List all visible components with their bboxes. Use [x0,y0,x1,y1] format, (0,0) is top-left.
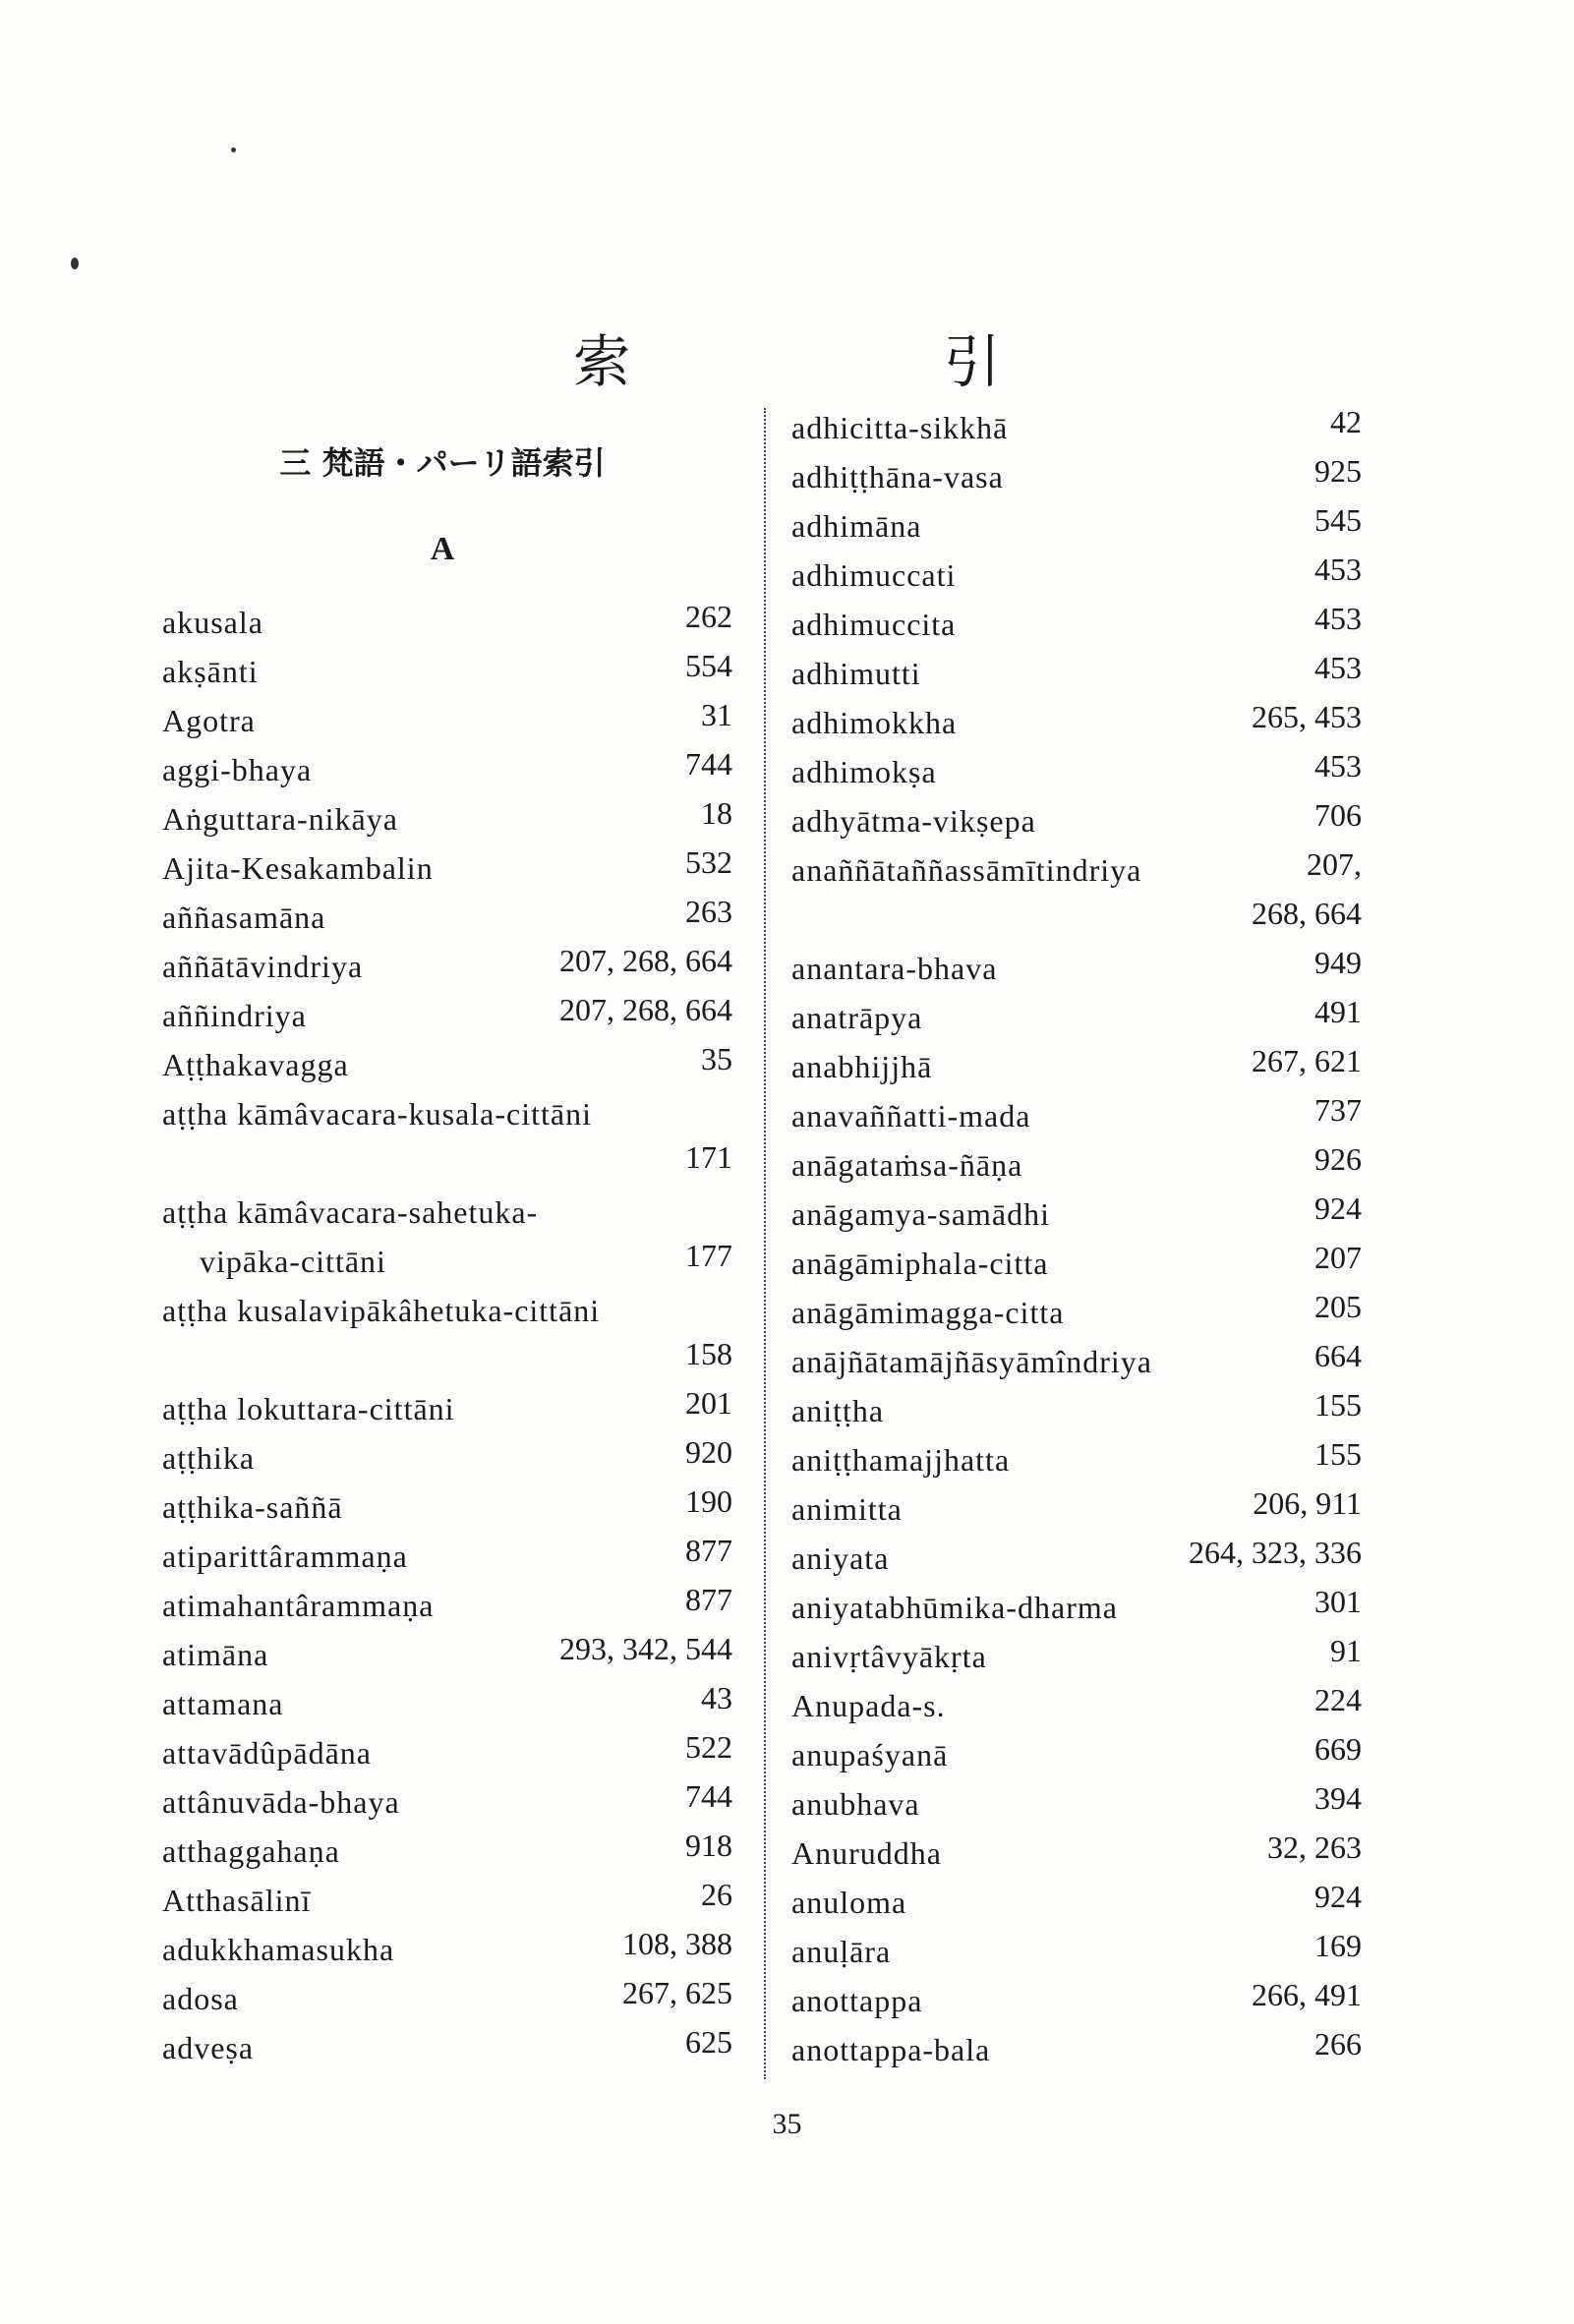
index-entry [791,1337,1362,1386]
index-term: aggi-bhaya [162,752,313,787]
index-pages: 265, 453 [1252,699,1362,734]
index-term: adhimokṣa [791,754,937,789]
index-pages: 169 [1314,1928,1362,1963]
index-entry [791,1779,1362,1829]
column-divider [764,408,768,2079]
index-entry [162,1827,732,1876]
index-entry [791,845,1362,895]
index-term: anuḷāra [791,1934,892,1969]
index-term: Ajita-Kesakambalin [162,850,434,886]
index-pages: 32, 263 [1267,1830,1362,1865]
index-entry [162,1188,732,1237]
index-column-right [791,403,1362,2074]
index-pages: 554 [685,648,732,683]
index-term: adhimokkha [791,705,958,740]
index-term: aṭṭha kāmâvacara-sahetuka- [162,1194,539,1230]
index-pages: 267, 625 [622,1975,732,2010]
index-pages: 18 [701,795,732,831]
index-pages: 491 [1314,994,1362,1029]
index-pages: 268, 664 [1252,896,1362,931]
index-entry [162,1040,732,1089]
index-entry [791,1484,1362,1534]
index-entry [162,1974,732,2023]
index-pages: 453 [1314,748,1362,784]
index-pages: 669 [1314,1731,1362,1767]
index-entry [791,2025,1362,2074]
index-term: attavādûpādāna [162,1735,372,1771]
index-term: Aṭṭhakavagga [162,1047,349,1082]
index-entry [791,1435,1362,1484]
index-pages: 924 [1314,1879,1362,1914]
index-term: adhyātma-vikṣepa [791,803,1036,839]
index-term: anājñātamājñāsyāmîndriya [791,1344,1152,1379]
index-pages: 35 [701,1041,732,1076]
index-term: anuloma [791,1885,907,1920]
index-entry [162,1581,732,1630]
index-pages: 532 [685,844,732,880]
index-term: atiparittârammaṇa [162,1539,408,1574]
index-term: adveṣa [162,2030,255,2065]
index-term: aṭṭhika-saññā [162,1489,343,1525]
index-pages: 925 [1314,453,1362,489]
index-entry [162,942,732,991]
index-term: atimāna [162,1637,269,1672]
index-term: aññasamāna [162,900,326,935]
index-term: anāgamya-samādhi [791,1196,1050,1232]
index-entry [791,501,1362,551]
index-pages: 267, 621 [1252,1043,1362,1078]
index-entry [791,1976,1362,2025]
index-term: adhimuccati [791,557,957,593]
page-number: 35 [772,2108,802,2140]
index-entry [162,647,732,696]
index-entry [791,1927,1362,1976]
index-term: akusala [162,605,263,640]
index-pages: 177 [685,1238,732,1273]
index-pages: 171 [685,1139,732,1175]
index-term: Anupada-s. [791,1688,946,1723]
index-pages: 224 [1314,1682,1362,1717]
index-pages: 158 [685,1336,732,1371]
index-pages: 949 [1314,945,1362,980]
scan-speck [231,147,236,152]
index-term: Atthasālinī [162,1883,312,1918]
index-entry [162,1679,732,1728]
index-entry [162,1777,732,1827]
scan-speck [71,258,79,269]
index-pages: 301 [1314,1584,1362,1619]
index-term: anavaññatti-mada [791,1098,1031,1133]
index-entry [791,1239,1362,1288]
index-entry [791,1042,1362,1091]
index-term: adhiṭṭhāna-vasa [791,459,1004,494]
index-pages: 190 [685,1483,732,1519]
index-pages: 155 [1314,1387,1362,1423]
page-title: 索 引 [573,327,1148,395]
index-pages: 207, [1307,846,1362,882]
index-pages: 744 [685,746,732,782]
index-pages: 877 [685,1533,732,1568]
index-entry [162,598,732,647]
index-entry [162,1384,732,1433]
index-column-left [162,598,732,2072]
index-entry [162,893,732,942]
index-term: adhimuccita [791,607,957,642]
index-pages: 266 [1314,2026,1362,2062]
index-entry [162,1433,732,1482]
index-pages: 91 [1330,1633,1362,1668]
index-term: anottappa [791,1983,923,2018]
index-entry [162,1876,732,1925]
index-term: anupaśyanā [791,1737,949,1772]
index-term: aññātāvindriya [162,949,364,984]
letter-heading: A [430,531,455,567]
index-pages: 924 [1314,1191,1362,1226]
index-entry [791,1730,1362,1779]
index-entry [791,1140,1362,1190]
index-entry [791,698,1362,747]
index-entry [162,991,732,1040]
index-term: vipāka-cittāni [200,1244,386,1279]
index-entry [791,403,1362,452]
index-term: Agotra [162,703,256,738]
index-term: anaññātaññassāmītindriya [791,852,1142,888]
index-term: aññindriya [162,998,307,1033]
index-term: aniṭṭha [791,1393,885,1428]
index-entry [791,1878,1362,1927]
index-term: anabhijjhā [791,1049,933,1084]
index-pages: 664 [1314,1338,1362,1373]
index-pages: 453 [1314,601,1362,636]
index-entry [162,1286,732,1335]
index-pages: 453 [1314,552,1362,587]
index-entry [791,1288,1362,1337]
index-pages: 42 [1330,404,1362,439]
index-entry [791,1386,1362,1435]
index-entry [791,1190,1362,1239]
index-entry [162,1089,732,1138]
index-entry [162,1925,732,1974]
index-pages: 207, 268, 664 [559,992,732,1027]
index-entry [791,1829,1362,1878]
index-entry [162,1630,732,1679]
index-pages: 207, 268, 664 [559,943,732,978]
index-term: aṭṭhika [162,1440,256,1476]
index-term: anatrāpya [791,1000,923,1035]
index-term: Aṅguttara-nikāya [162,801,398,837]
index-entry [791,993,1362,1042]
index-entry [791,1534,1362,1583]
index-pages: 201 [685,1385,732,1421]
index-entry [791,747,1362,796]
index-entry [162,1138,732,1188]
index-term: attamana [162,1686,284,1721]
index-pages: 293, 342, 544 [559,1631,732,1666]
index-pages: 43 [701,1680,732,1715]
index-entry [791,1583,1362,1632]
index-pages: 522 [685,1729,732,1765]
index-term: aṭṭha kusalavipākâhetuka-cittāni [162,1293,601,1328]
index-pages: 108, 388 [622,1926,732,1961]
index-pages: 453 [1314,650,1362,685]
index-entry [791,649,1362,698]
index-term: akṣānti [162,654,259,689]
index-term: aniyata [791,1540,890,1576]
index-term: anivṛtâvyākṛta [791,1639,987,1674]
index-entry [162,745,732,794]
index-pages: 26 [701,1877,732,1912]
index-term: aniṭṭhamajjhatta [791,1442,1011,1478]
index-pages: 920 [685,1434,732,1470]
index-term: anāgāmimagga-citta [791,1295,1065,1330]
index-pages: 706 [1314,797,1362,833]
index-entry [791,944,1362,993]
index-pages: 264, 323, 336 [1189,1535,1362,1570]
index-pages: 262 [685,599,732,634]
section-heading: 三 梵語・パーリ語索引 [279,444,606,482]
index-term: atimahantârammaṇa [162,1588,435,1623]
index-pages: 545 [1314,502,1362,538]
index-term: anantara-bhava [791,951,998,986]
index-entry [791,452,1362,501]
index-term: adhimutti [791,656,921,691]
index-entry [791,895,1362,944]
index-term: adosa [162,1981,239,2016]
index-entry [162,1482,732,1532]
index-term: adhicitta-sikkhā [791,410,1009,445]
index-pages: 625 [685,2024,732,2060]
index-entry [162,1237,732,1286]
index-pages: 926 [1314,1141,1362,1177]
index-pages: 207 [1314,1240,1362,1275]
index-entry [791,1091,1362,1140]
index-term: anāgāmiphala-citta [791,1246,1049,1281]
index-entry [162,1335,732,1384]
index-pages: 205 [1314,1289,1362,1324]
index-pages: 155 [1314,1436,1362,1472]
index-entry [162,794,732,843]
index-term: atthaggahaṇa [162,1833,340,1869]
index-term: Anuruddha [791,1835,942,1871]
index-entry [791,796,1362,845]
index-entry [791,600,1362,649]
index-pages: 744 [685,1778,732,1814]
index-term: attânuvāda-bhaya [162,1784,400,1820]
index-term: aṭṭha kāmâvacara-kusala-cittāni [162,1096,592,1132]
index-pages: 206, 911 [1253,1485,1362,1521]
index-term: anubhava [791,1786,920,1822]
index-entry [162,2023,732,2072]
index-entry [162,1728,732,1777]
index-term: aniyatabhūmika-dharma [791,1590,1118,1625]
index-entry [162,1532,732,1581]
index-pages: 394 [1314,1780,1362,1816]
index-pages: 263 [685,894,732,929]
index-term: adukkhamasukha [162,1932,395,1967]
index-pages: 877 [685,1582,732,1617]
index-term: aṭṭha lokuttara-cittāni [162,1391,455,1426]
index-term: anāgataṁsa-ñāṇa [791,1147,1023,1183]
index-entry [791,1632,1362,1681]
index-pages: 737 [1314,1092,1362,1128]
index-pages: 918 [685,1828,732,1863]
index-entry [791,1681,1362,1730]
index-term: animitta [791,1491,903,1527]
index-pages: 266, 491 [1252,1977,1362,2012]
index-entry [162,696,732,745]
index-entry [791,551,1362,600]
index-term: anottappa-bala [791,2032,991,2067]
index-term: adhimāna [791,508,922,544]
index-pages: 31 [701,697,732,732]
index-entry [162,843,732,893]
